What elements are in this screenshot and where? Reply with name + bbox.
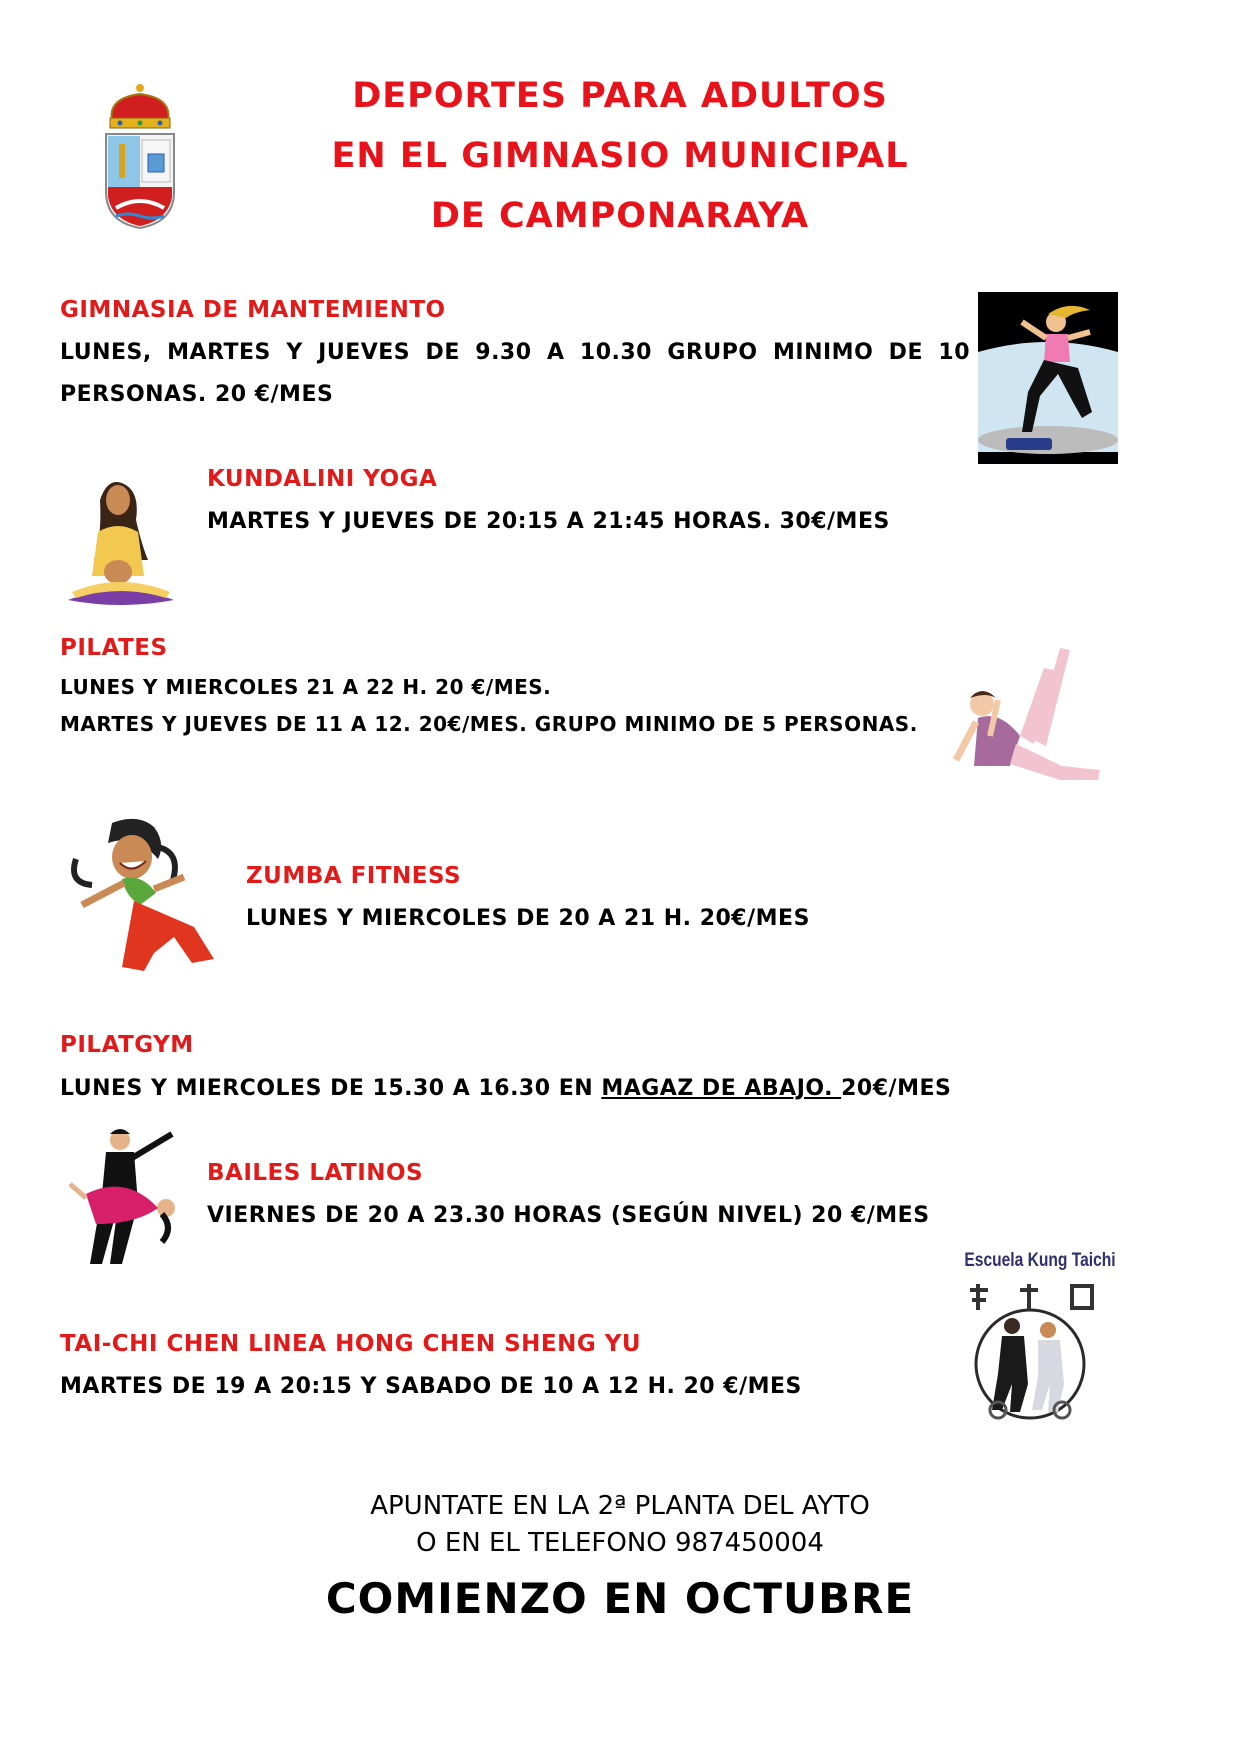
yoga-schedule-line-1: MARTES Y JUEVES DE 20:15 A 21:45 HORAS. 30€/MES (207, 509, 890, 534)
title-line-3: DE CAMPONARAYA (430, 196, 810, 236)
yoga-image (62, 476, 182, 611)
dance-image (66, 1124, 190, 1274)
bailes-schedule-line-1: VIERNES DE 20 A 23.30 HORAS (SEGÚN NIVEL) 20 €/MES (207, 1203, 930, 1228)
gimnasia-schedule-line-1: LUNES, MARTES Y JUEVES DE 9.30 A 10.30 GRUPO MINIMO DE 10 (60, 340, 970, 365)
title-line-2: EN EL GIMNASIO MUNICIPAL (331, 136, 909, 176)
pilates-schedule-line-2: MARTES Y JUEVES DE 11 A 12. 20€/MES. GRUPO MINIMO DE 5 PERSONAS. (60, 712, 918, 736)
section-heading-zumba: ZUMBA FITNESS (246, 863, 462, 889)
title-line-1: DEPORTES PARA ADULTOS (352, 76, 888, 116)
pilatgym-location: MAGAZ DE ABAJO. (601, 1076, 842, 1101)
taichi-logo-image (950, 1244, 1116, 1434)
pilatgym-schedule-text: LUNES Y MIERCOLES DE 15.30 A 16.30 EN (60, 1076, 602, 1101)
section-heading-bailes: BAILES LATINOS (207, 1160, 424, 1186)
pilates-image (950, 640, 1115, 802)
pilatgym-schedule-line-1 (60, 1076, 951, 1101)
signup-line-2: O EN EL TELEFONO 987450004 (416, 1528, 824, 1558)
signup-line-1: APUNTATE EN LA 2ª PLANTA DEL AYTO (370, 1491, 870, 1521)
pilatgym-price: 20€/MES (841, 1076, 952, 1101)
start-date-banner: COMIENZO EN OCTUBRE (325, 1574, 915, 1623)
section-heading-taichi: TAI-CHI CHEN LINEA HONG CHEN SHENG YU (60, 1331, 642, 1357)
gimnasia-schedule-line-2: PERSONAS. 20 €/MES (60, 382, 334, 407)
pilates-schedule-line-1: LUNES Y MIERCOLES 21 A 22 H. 20 €/MES. (60, 675, 552, 699)
section-heading-pilatgym: PILATGYM (60, 1032, 194, 1058)
zumba-schedule-line-1: LUNES Y MIERCOLES DE 20 A 21 H. 20€/MES (246, 906, 810, 931)
taichi-logo-text: Escuela Kung Taichi (964, 1250, 1116, 1271)
signup-info (300, 1488, 940, 1562)
page-title (300, 66, 940, 246)
section-heading-pilates: PILATES (60, 635, 168, 661)
zumba-image (62, 813, 227, 975)
section-heading-gimnasia: GIMNASIA DE MANTEMIENTO (60, 297, 446, 323)
coat-of-arms-image (100, 82, 180, 232)
section-heading-yoga: KUNDALINI YOGA (207, 466, 438, 492)
taichi-schedule-line-1: MARTES DE 19 A 20:15 Y SABADO DE 10 A 12 H. 20 €/MES (60, 1374, 802, 1399)
aerobics-image (978, 292, 1118, 464)
